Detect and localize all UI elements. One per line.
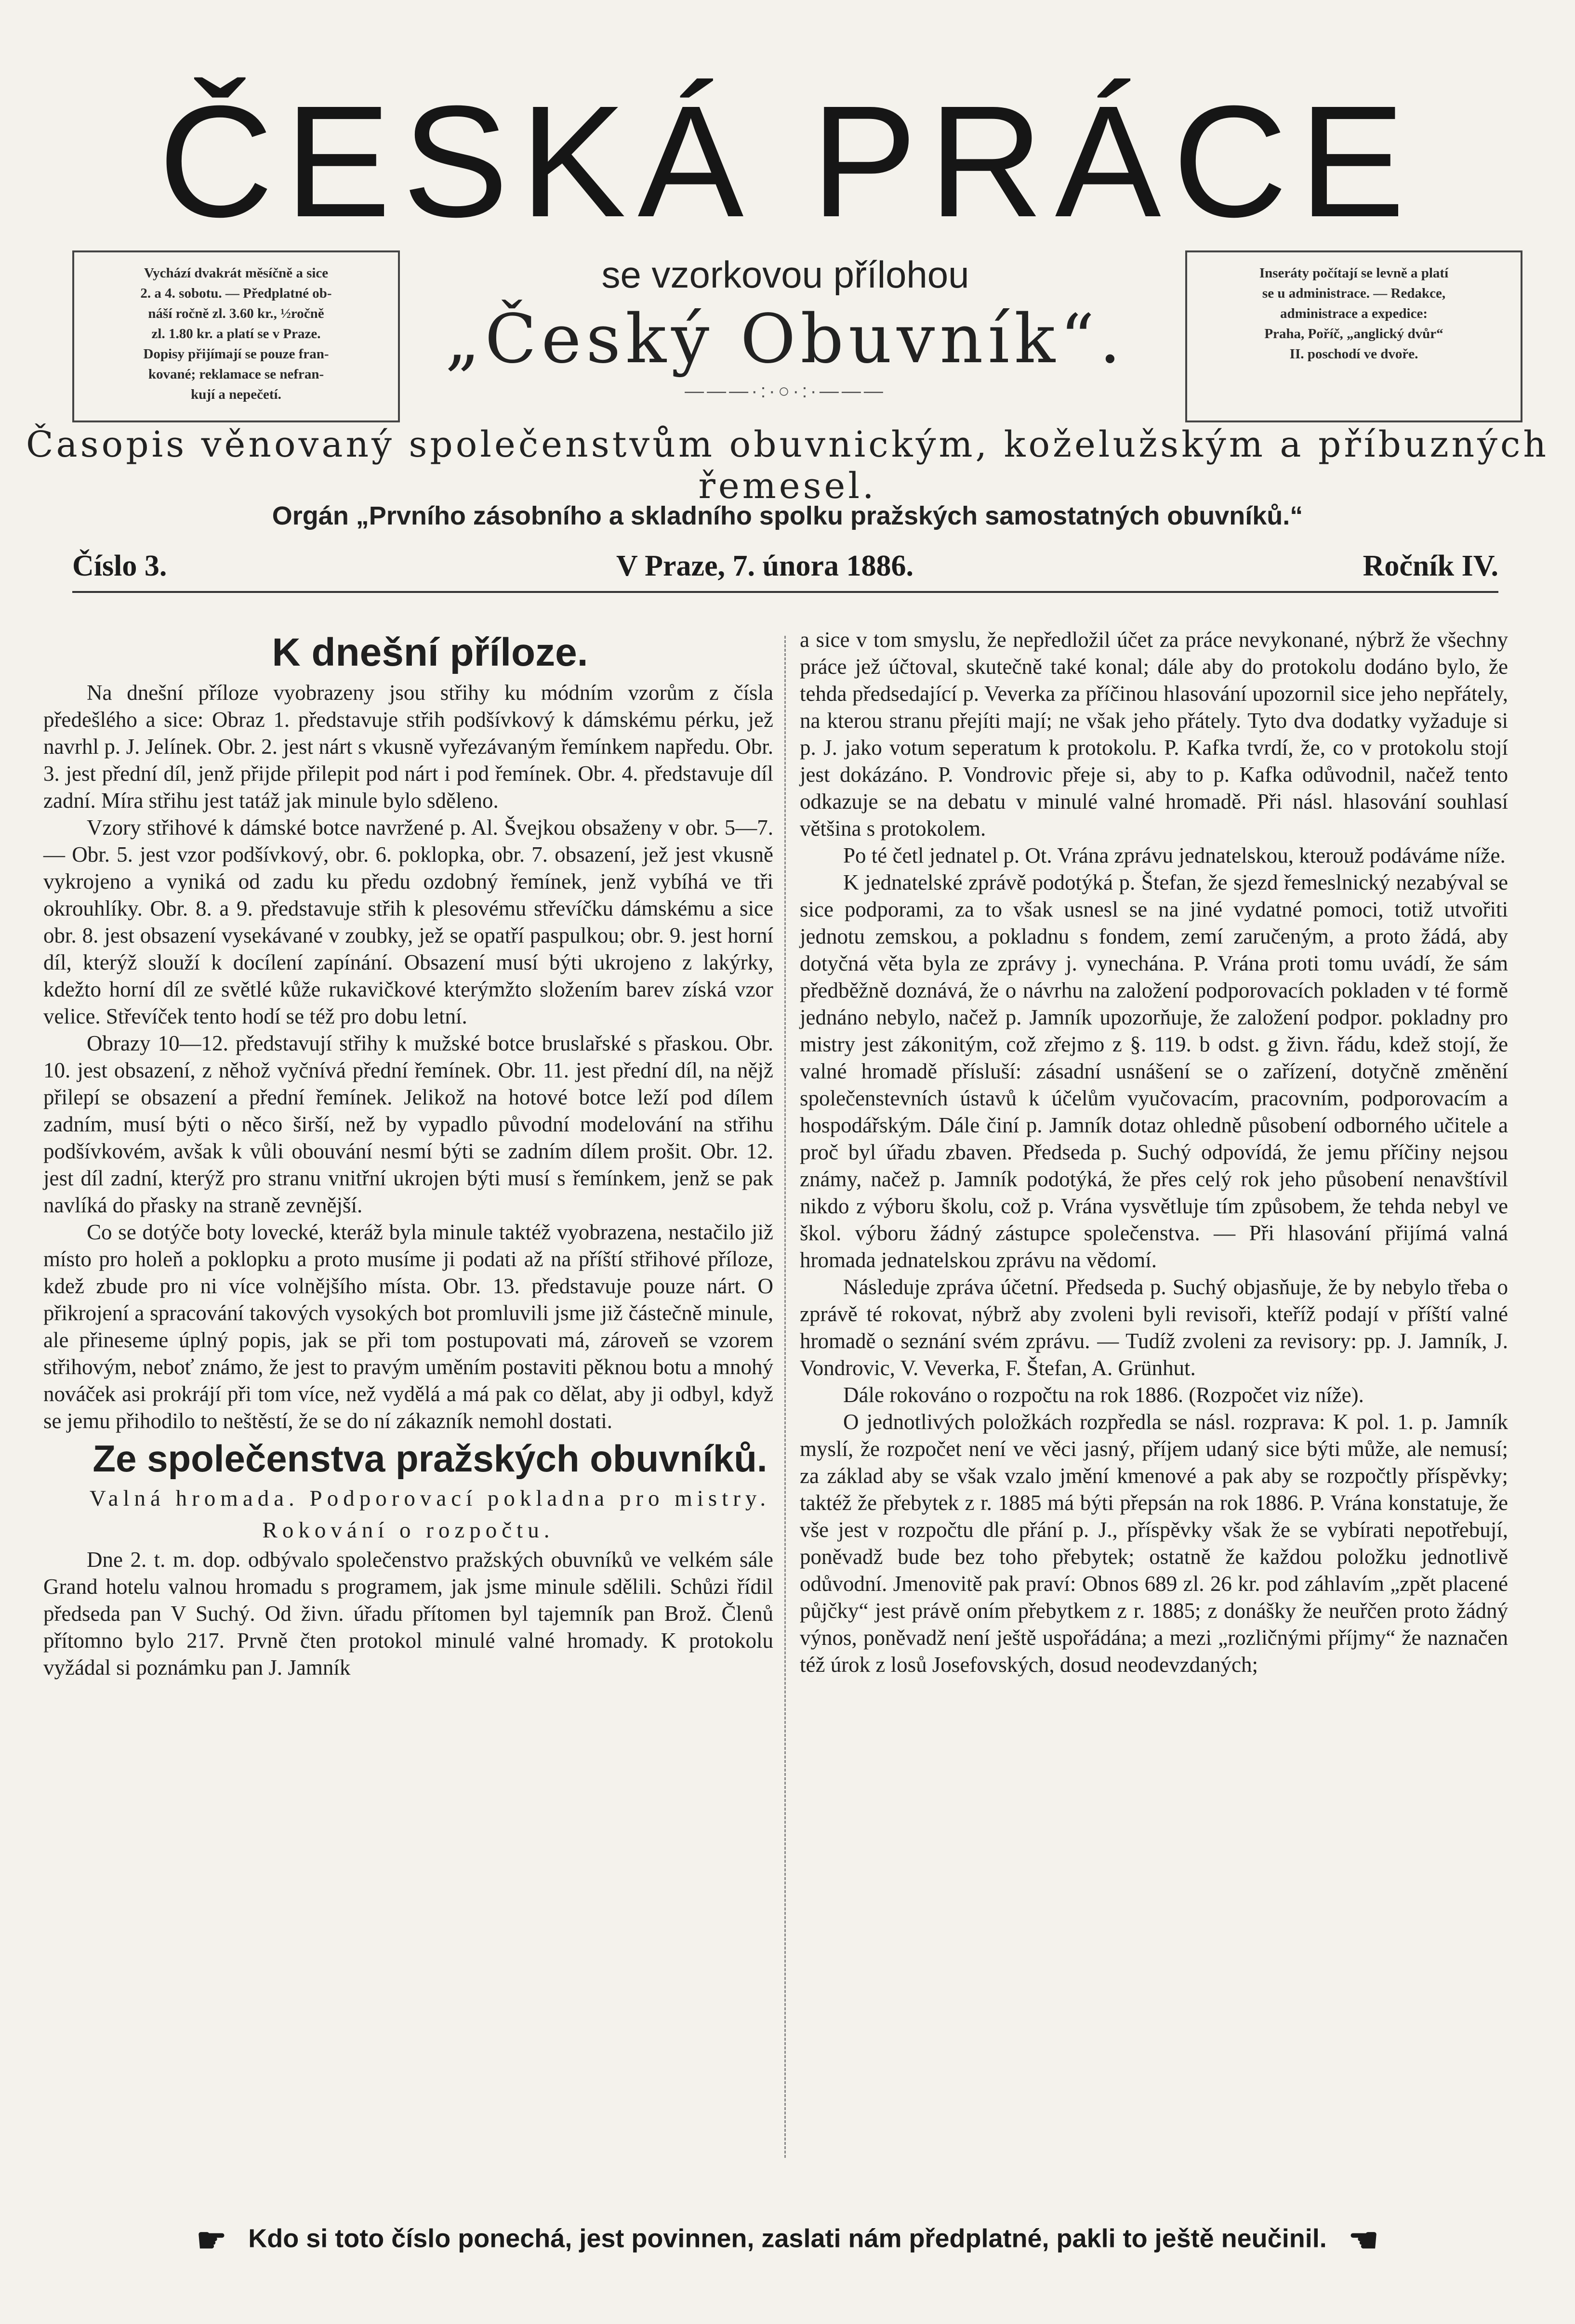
issue-number: Číslo 3. — [72, 550, 167, 582]
article-paragraph: a sice v tom smyslu, že nepředložil účet za práce nevykonané, nýbrž že všechny práce jež účtoval, skutečně také konal; dále aby do protokolu dodáno bylo, že tehda předsedající p. Veverka za příčinou hlasování upozornil sice jeho nepřátely, na kterou stranu přejíti mají; ne však jeho přátely. Tyto dva dodatky vyžaduje si p. J. jako votum seperatum k protokolu. P. Kafka tvrdí, že, co v protokolu stojí jest dokázáno. P. Vondrovic přeje si, aby to p. Kafka odůvodnil, načež tento odkazuje se na debatu v minulé valné hromadě. Při násl. hlasování souhlasí většina s protokolem. — [800, 628, 1508, 840]
article-paragraph: Vzory střihové k dámské botce navržené p. Al. Švejkou obsaženy v obr. 5—7. — Obr. 5. jest vzor podšívkový, obr. 6. poklopka, obr. 7. obsazení, jež jest vkusně vykrojeno a vyniká od zadu ku předu ozdobný řemínek, jenž vybíhá ve tři okrouhlíky. Obr. 8. a 9. představuje střih k plesovému střevíčku dámskému a sice obr. 8. jest obsazení vysekávané v zoubky, jež se opatří paspulkou; obr. 9. jest horní díl, kterýž slouží k docílení zapínání. Obsazení musí býti ukrojeno z lakýrky, kdežto horní díl ze světlé kůže rukavičkové kterýmžto složením barev získá vzor velice. Střevíček tento hodí se též pro dobu letní. — [43, 815, 773, 1028]
advertising-line: Inseráty počítají se levně a platí — [1259, 265, 1449, 281]
advertising-line: Praha, Poříč, „anglický dvůr“ — [1264, 326, 1443, 341]
pointing-hand-right-icon: ☛ — [196, 2221, 227, 2259]
pointing-hand-left-icon: ☚ — [1348, 2221, 1379, 2259]
section-subheading: Valná hromada. Podporovací pokladna pro mistry. Rokování o rozpočtu. — [89, 1486, 771, 1543]
advertising-line: se u administrace. — Redakce, — [1262, 286, 1446, 301]
article-paragraph: Následuje zpráva účetní. Předseda p. Suchý objasňuje, že by nebylo třeba o zprávě té rokovat, nýbrž aby zvoleni byli revisoři, kteříž podají v příští valné hromadě o seznání svém zprávu. — Tudíž zvoleni za revisory: pp. J. Jamník, J. Vondrovic, V. Veverka, F. Štefan, A. Grünhut. — [800, 1275, 1508, 1380]
article-paragraph: Po té četl jednatel p. Ot. Vrána zprávu jednatelskou, kterouž podáváme níže. — [843, 843, 1506, 867]
subscription-line: kované; reklamace se nefran- — [148, 367, 324, 382]
article-paragraph: Obrazy 10—12. představují střihy k mužské botce bruslařské s přaskou. Obr. 10. jest obsazení, z něhož vyčnívá přední řemínek. Obr. 11. jest přední díl, na nějž přilepí se obsazení a přední řemínek. Jelikož na hotové botce leží pod dílem zadním, musí býti o něco širší, než by vypadlo původní modelování na střihu podšívkovém, avšak k vůli obouvání nesmí býti se zadním dílem prošit. Obr. 12. jest díl zadní, kterýž pro stranu vnitřní ukrojen býti musí s řemínkem, jenž se pak navlíká do přasky na straně zevnější. — [43, 1031, 773, 1217]
subscription-line: kují a nepečetí. — [191, 387, 281, 402]
section-heading: Ze společenstva pražských obuvníků. — [93, 1437, 768, 1480]
masthead-title: ČESKÁ PRÁCE — [158, 72, 1417, 250]
article-paragraph: Na dnešní příloze vyobrazeny jsou střihy ku módním vzorům z čísla předešlého a sice: Obraz 1. představuje střih podšívkový k dámskému pérku, jež navrhl p. J. Jelínek. Obr. 2. jest nárt s vkusně vyřezávaným řemínkem napředu. Obr. 3. jest přední díl, jenž přijde přilepit pod nárt i pod řemínek. Obr. 4. představuje díl zadní. Míra střihu jest tatáž jak minule bylo sděleno. — [43, 681, 773, 813]
organ-line: Orgán „Prvního zásobního a skladního spolku pražských samostatných obuvníků.“ — [272, 501, 1303, 530]
supplement-line: se vzorkovou přílohou — [601, 253, 969, 296]
left-column — [43, 626, 773, 1681]
subscription-line: 2. a 4. sobotu. — Předplatné ob- — [140, 286, 332, 301]
advertising-line: II. poschodí ve dvoře. — [1289, 346, 1418, 362]
issue-volume: Ročník IV. — [1363, 550, 1498, 582]
supplement-title: „Český Obuvník“. — [445, 300, 1126, 379]
section-heading: K dnešní příloze. — [272, 630, 588, 674]
advertising-line: administrace a expedice: — [1280, 306, 1428, 321]
article-paragraph: K jednatelské zprávě podotýká p. Štefan, že sjezd řemeslnický nezabýval se sice podporami, za to však usnesl se na jiné vydatné pomoci, totiž utvořiti jednotu zemskou, a pokladnu s fondem, zemí zaručeným, a proto žádá, aby dotyčná věta byla ze zprávy j. vynechána. P. Vrána proti tomu uvádí, že sám předběžně doznává, že o návrhu na založení podporovacích pokladen v té formě jednáno nebylo, načež p. Jamník upozorňuje, že založení podpor. pokladny pro mistry jest zákonitým, což zřejmo z §. 119. b odst. g živn. řádu, kdež stojí, že valné hromadě přísluší: zásadní usnášení se o zařízení, dotyčně změnění společenstevních ústavů k účelům vyučovacím, pracovním, podporovacím a hospodářským. Dále činí p. Jamník dotaz ohledně působení odborného učitele a proč byl úřadu zbaven. Předseda p. Suchý odpovídá, že jemu příčiny nejsou známy, načež p. Jamník podotýká, že přes celý rok jeho působení nenavštívil nikdo z výboru školu, což p. Vrána vysvětluje tím způsobem, že tehda nebyl ve škol. výboru žádný zástupce společenstva. — Při hlasování přijímá valná hromada jednatelskou zprávu na vědomí. — [800, 870, 1508, 1272]
article-paragraph: Dále rokováno o rozpočtu na rok 1886. (Rozpočet viz níže). — [843, 1383, 1364, 1407]
issue-date: V Praze, 7. února 1886. — [616, 550, 914, 582]
subscription-line: náší ročně zl. 3.60 kr., ½ročně — [148, 306, 324, 321]
article-paragraph: Co se dotýče boty lovecké, kteráž byla minule taktéž vyobrazena, nestačilo již místo pro holeň a poklopku a proto musíme ji podati až na příští střihové příloze, kdež zbude pro ni více volnějšího místa. Obr. 13. představuje pouze nárt. O přikrojení a spracování takových vysokých bot promluvili jsme již částečně minule, ale přineseme úplný popis, jak se při tom postupovati má, zároveň se vzorem střihovým, neboť známo, že jest to pravým uměním postaviti pěknou botu a mnohý nováček asi prokrájí při tom více, než vydělá a má pak co dělat, aby ji odbyl, když se jemu přihodilo to neštěstí, že se do ní zákazník nemohl dostati. — [43, 1220, 773, 1433]
advertising-info-box — [1185, 250, 1522, 422]
issue-line — [72, 549, 1498, 593]
article-paragraph: O jednotlivých položkách rozpředla se násl. rozprava: K pol. 1. p. Jamník myslí, že rozpočet není ve věci jasný, příjem udaný sice býti může, ale nemusí; za základ aby se však vzalo jmění kmenové a pak aby se rozpočtly příspěvky; taktéž že přebytek z r. 1885 má býti přepsán na rok 1886. P. Vrána konstatuje, že vše jest v rozpočtu dle přání p. J., příspěvky však že se vybírati nepotřebují, poněvadž bude bez toho přebytek; ostatně že každou položku jednotlivě odůvodní. Jmenovitě pak praví: Obnos 689 zl. 26 kr. pod záhlavím „zpět placené půjčky“ jest právě oním přebytkem z r. 1885; z donášky že neuřčen proto žádný výnos, poněvadž není ještě uspořádána; a mezi „rozličnými příjmy“ že naznačen též úrok z losů Josefovských, dosud neodevzdaných; — [800, 1410, 1508, 1677]
subscription-info-box — [72, 250, 400, 422]
journal-subtitle: Časopis věnovaný společenstvům obuvnickým, koželužským a příbuzných řemesel. — [26, 424, 1549, 507]
article-paragraph: Dne 2. t. m. dop. odbývalo společenstvo pražských obuvníků ve velkém sále Grand hotelu valnou hromadu s programem, jak jsme minule sdělili. Schůzi řídil předseda pan V Suchý. Od živn. úřadu přítomen byl tajemník pan Brož. Členů přítomno bylo 217. Prvně čten protokol minulé valné hromady. K protokolu vyžádal si poznámku pan J. Jamník — [43, 1548, 773, 1680]
footer-notice — [0, 2220, 1575, 2260]
column-divider — [784, 636, 786, 2158]
subscription-line: zl. 1.80 kr. a platí se v Praze. — [151, 326, 321, 341]
subscription-line: Vychází dvakrát měsíčně a sice — [144, 265, 329, 281]
right-column — [800, 626, 1508, 1678]
supplement-block — [410, 250, 1161, 402]
footer-text: Kdo si toto číslo ponechá, jest povinnen, zaslati nám předplatné, pakli to ještě neučinil. — [248, 2224, 1327, 2253]
ornament-divider: ———·:·○·:·——— — [685, 381, 886, 402]
subscription-line: Dopisy přijímají se pouze fran- — [143, 346, 329, 362]
